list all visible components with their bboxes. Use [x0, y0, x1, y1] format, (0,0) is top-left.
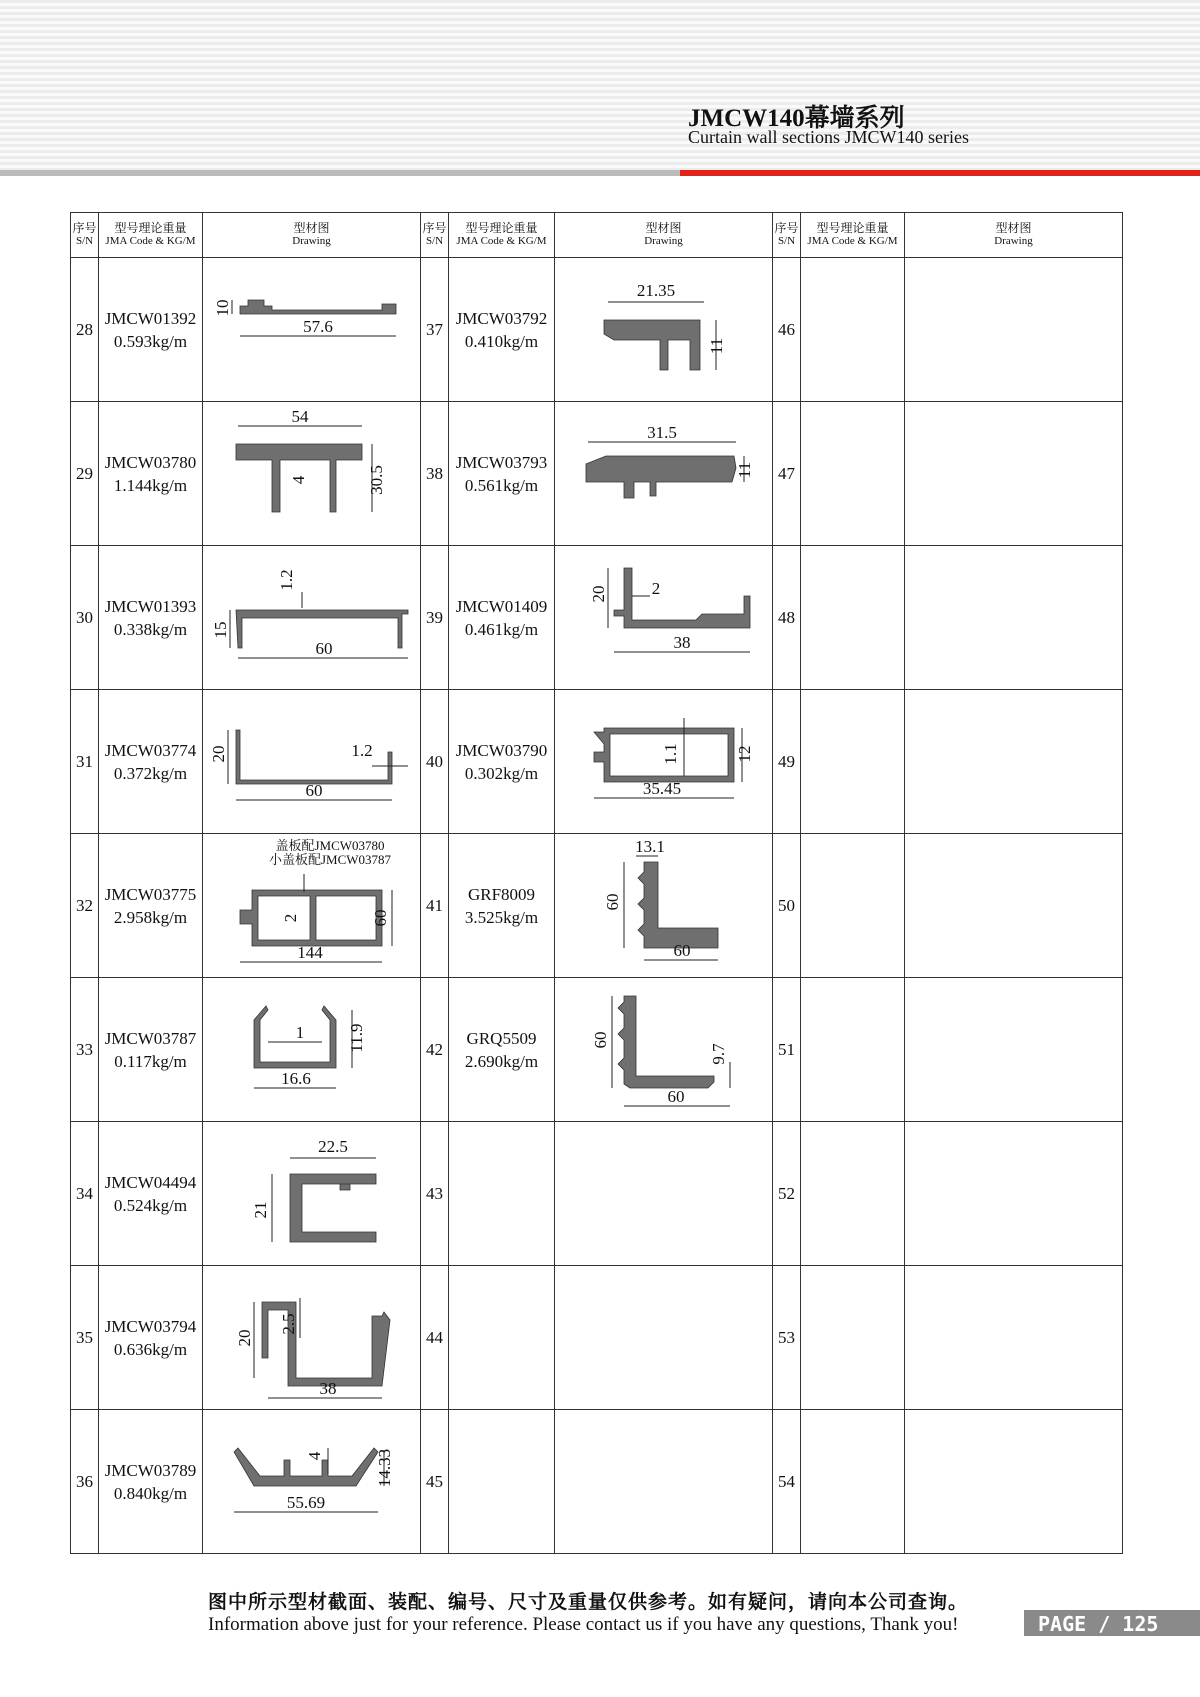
dimension-label: 9.7 — [708, 1042, 728, 1065]
profile-code: JMCW01409 — [455, 596, 548, 616]
dimension-label: 15 — [210, 621, 230, 638]
dimension-label: 1.2 — [276, 568, 296, 591]
dimension-label: 60 — [315, 638, 332, 658]
table-row — [71, 1266, 1123, 1410]
profile-code: JMCW01393 — [104, 596, 197, 616]
profile-code-weight — [449, 834, 555, 978]
profile-code-weight — [99, 1122, 203, 1266]
dimension-label: 21.35 — [636, 280, 675, 300]
serial-number: 36 — [71, 1410, 99, 1554]
profile-code: JMCW03789 — [104, 1460, 197, 1480]
profile-code-weight — [801, 1410, 905, 1554]
serial-number: 38 — [421, 402, 449, 546]
dimension-label: 1.1 — [660, 742, 680, 765]
table-row — [71, 978, 1123, 1122]
profile-code-weight — [449, 546, 555, 690]
serial-number: 43 — [421, 1122, 449, 1266]
serial-number: 35 — [71, 1266, 99, 1410]
serial-number: 46 — [773, 258, 801, 402]
profile-drawing — [555, 258, 773, 402]
dimension-label: 10 — [212, 299, 232, 316]
dimension-label: 盖板配JMCW03780 — [274, 837, 385, 853]
footer-note-zh: 图中所示型材截面、装配、编号、尺寸及重量仅供参考。如有疑问，请向本公司查询。 — [208, 1591, 969, 1613]
serial-number: 42 — [421, 978, 449, 1122]
header-stripes — [0, 0, 1200, 170]
dimension-label: 60 — [667, 1086, 684, 1106]
table-row — [71, 834, 1123, 978]
table-header — [71, 213, 1123, 258]
profiles-table — [70, 212, 1123, 1554]
profile-drawing — [203, 1122, 421, 1266]
profile-weight: 0.372kg/m — [113, 763, 188, 783]
profile-code-weight — [801, 690, 905, 834]
serial-number: 47 — [773, 402, 801, 546]
dimension-label: 21 — [250, 1201, 270, 1218]
dimension-label: 16.6 — [280, 1068, 311, 1088]
profile-weight: 0.410kg/m — [464, 331, 539, 351]
profile-code-weight — [449, 1266, 555, 1410]
serial-number: 39 — [421, 546, 449, 690]
table-row — [71, 402, 1123, 546]
profile-drawing — [905, 834, 1123, 978]
profile-code-weight — [801, 1266, 905, 1410]
dimension-label: 4 — [304, 1451, 324, 1460]
profile-drawing — [203, 546, 421, 690]
profile-code-weight — [99, 402, 203, 546]
profile-code: JMCW03794 — [104, 1316, 197, 1336]
header-code: 型号理论重量 JMA Code & KG/M — [99, 213, 203, 258]
profile-drawing — [555, 1266, 773, 1410]
profile-code-weight — [99, 690, 203, 834]
header-rule — [0, 170, 1200, 176]
serial-number: 45 — [421, 1410, 449, 1554]
profile-weight: 3.525kg/m — [464, 907, 539, 927]
serial-number: 41 — [421, 834, 449, 978]
profile-code: GRF8009 — [467, 884, 536, 904]
profile-cross-section — [564, 548, 764, 688]
dimension-label: 22.5 — [317, 1136, 348, 1156]
profile-code: JMCW03775 — [104, 884, 197, 904]
dimension-label: 4 — [288, 475, 308, 484]
profile-code: JMCW03792 — [455, 308, 548, 328]
dimension-label: 60 — [590, 1031, 610, 1048]
profile-code-weight — [99, 978, 203, 1122]
profile-code-weight — [801, 834, 905, 978]
table-row — [71, 1122, 1123, 1266]
serial-number: 54 — [773, 1410, 801, 1554]
profile-drawing — [203, 978, 421, 1122]
profile-code: JMCW03787 — [104, 1028, 197, 1048]
profile-weight: 0.840kg/m — [113, 1483, 188, 1503]
profile-drawing — [905, 546, 1123, 690]
profile-code-weight — [99, 1410, 203, 1554]
dimension-label: 55.69 — [286, 1492, 325, 1512]
dimension-label: 35.45 — [642, 778, 681, 798]
profile-weight: 1.144kg/m — [113, 475, 188, 495]
dimension-label: 60 — [305, 780, 322, 800]
serial-number: 48 — [773, 546, 801, 690]
serial-number: 50 — [773, 834, 801, 978]
serial-number: 37 — [421, 258, 449, 402]
profile-code-weight — [449, 258, 555, 402]
profile-drawing — [203, 834, 421, 978]
serial-number: 51 — [773, 978, 801, 1122]
dimension-label: 2 — [651, 578, 660, 598]
dimension-label: 20 — [208, 745, 228, 762]
profile-code: JMCW03774 — [104, 740, 197, 760]
profile-code: JMCW03780 — [104, 452, 197, 472]
dimension-label: 54 — [291, 406, 308, 426]
profile-code-weight — [449, 978, 555, 1122]
dimension-label: 57.6 — [302, 316, 333, 336]
header-drawing: 型材图 Drawing — [555, 213, 773, 258]
profile-cross-section — [212, 980, 412, 1120]
serial-number: 49 — [773, 690, 801, 834]
profile-weight: 0.561kg/m — [464, 475, 539, 495]
profile-code-weight — [99, 546, 203, 690]
table-row — [71, 690, 1123, 834]
serial-number: 34 — [71, 1122, 99, 1266]
profile-code-weight — [801, 402, 905, 546]
profile-cross-section — [212, 260, 412, 400]
profile-drawing — [555, 1410, 773, 1554]
dimension-label: 144 — [296, 942, 323, 962]
profile-drawing — [555, 1122, 773, 1266]
profile-weight: 0.593kg/m — [113, 331, 188, 351]
profile-drawing — [555, 402, 773, 546]
header-code: 型号理论重量 JMA Code & KG/M — [801, 213, 905, 258]
header-sn: 序号 S/N — [421, 213, 449, 258]
profile-code-weight — [801, 978, 905, 1122]
profile-weight: 2.958kg/m — [113, 907, 188, 927]
header-sn: 序号 S/N — [773, 213, 801, 258]
dimension-label: 30.5 — [366, 464, 386, 495]
dimension-label: 2 — [280, 913, 300, 922]
serial-number: 32 — [71, 834, 99, 978]
serial-number: 33 — [71, 978, 99, 1122]
serial-number: 52 — [773, 1122, 801, 1266]
profile-weight: 0.117kg/m — [114, 1051, 187, 1071]
profile-drawing — [203, 402, 421, 546]
serial-number: 30 — [71, 546, 99, 690]
profile-weight: 0.636kg/m — [113, 1339, 188, 1359]
profile-code-weight — [99, 1266, 203, 1410]
profile-drawing — [203, 1266, 421, 1410]
profile-drawing — [555, 546, 773, 690]
profile-cross-section — [212, 836, 412, 976]
dimension-label: 11.9 — [346, 1022, 366, 1053]
dimension-label: 13.1 — [634, 836, 665, 856]
page-subtitle: Curtain wall sections JMCW140 series — [688, 127, 969, 147]
dimension-label: 38 — [673, 632, 690, 652]
dimension-label: 12 — [734, 745, 754, 762]
profile-cross-section — [564, 260, 764, 400]
profile-code-weight — [99, 258, 203, 402]
dimension-label: 1 — [295, 1022, 304, 1042]
profile-drawing — [203, 690, 421, 834]
dimension-label: 31.5 — [646, 422, 677, 442]
profile-drawing — [905, 1266, 1123, 1410]
profile-cross-section — [564, 692, 764, 832]
serial-number: 28 — [71, 258, 99, 402]
profile-cross-section — [212, 548, 412, 688]
profile-drawing — [905, 1410, 1123, 1554]
dimension-label: 60 — [673, 940, 690, 960]
profile-code-weight — [449, 402, 555, 546]
profile-cross-section — [564, 836, 764, 976]
profile-drawing — [905, 258, 1123, 402]
profile-code-weight — [449, 1410, 555, 1554]
profile-code-weight — [99, 834, 203, 978]
dimension-label: 14.33 — [374, 1448, 394, 1487]
profile-cross-section — [564, 980, 764, 1120]
profile-code-weight — [801, 258, 905, 402]
profile-cross-section — [212, 1268, 412, 1408]
profile-drawing — [555, 978, 773, 1122]
profile-cross-section — [564, 404, 764, 544]
profile-drawing — [555, 834, 773, 978]
profile-weight: 0.338kg/m — [113, 619, 188, 639]
serial-number: 44 — [421, 1266, 449, 1410]
profile-code-weight — [449, 1122, 555, 1266]
profile-drawing — [905, 978, 1123, 1122]
table-row — [71, 258, 1123, 402]
header-drawing: 型材图 Drawing — [905, 213, 1123, 258]
serial-number: 40 — [421, 690, 449, 834]
header-sn: 序号 S/N — [71, 213, 99, 258]
profile-drawing — [905, 690, 1123, 834]
serial-number: 53 — [773, 1266, 801, 1410]
profile-code-weight — [801, 1122, 905, 1266]
profile-code: JMCW03790 — [455, 740, 548, 760]
profile-weight: 0.302kg/m — [464, 763, 539, 783]
profile-code: GRQ5509 — [466, 1028, 537, 1048]
footer-note-en: Information above just for your reference. Please contact us if you have any questions, Thank you! — [208, 1614, 959, 1635]
dimension-label: 20 — [234, 1329, 254, 1346]
profile-cross-section — [212, 1412, 412, 1552]
profile-drawing — [203, 258, 421, 402]
table-row — [71, 1410, 1123, 1554]
dimension-label: 小盖板配JMCW03787 — [268, 851, 391, 867]
page-title: JMCW140幕墙系列 — [688, 105, 905, 132]
profile-weight: 2.690kg/m — [464, 1051, 539, 1071]
page-number: PAGE / 125 — [1038, 1612, 1159, 1636]
serial-number: 29 — [71, 402, 99, 546]
profile-drawing — [905, 402, 1123, 546]
profile-code: JMCW04494 — [104, 1172, 197, 1192]
profile-code: JMCW01392 — [104, 308, 197, 328]
profile-code: JMCW03793 — [455, 452, 548, 472]
profile-cross-section — [212, 404, 412, 544]
page-number-badge — [1024, 1610, 1200, 1636]
profile-weight: 0.461kg/m — [464, 619, 539, 639]
serial-number: 31 — [71, 690, 99, 834]
dimension-label: 11 — [706, 337, 726, 354]
profile-cross-section — [212, 1124, 412, 1264]
profile-drawing — [555, 690, 773, 834]
table-row — [71, 546, 1123, 690]
header-code: 型号理论重量 JMA Code & KG/M — [449, 213, 555, 258]
profile-code-weight — [449, 690, 555, 834]
dimension-label: 38 — [319, 1378, 336, 1398]
profile-drawing — [905, 1122, 1123, 1266]
dimension-label: 11 — [734, 461, 754, 478]
dimension-label: 60 — [602, 893, 622, 910]
profile-weight: 0.524kg/m — [113, 1195, 188, 1215]
profile-code-weight — [801, 546, 905, 690]
profile-drawing — [203, 1410, 421, 1554]
dimension-label: 1.2 — [350, 740, 373, 760]
dimension-label: 60 — [370, 909, 390, 926]
profile-cross-section — [208, 692, 412, 832]
dimension-label: 2.5 — [278, 1312, 298, 1335]
header-drawing: 型材图 Drawing — [203, 213, 421, 258]
dimension-label: 20 — [588, 585, 608, 602]
